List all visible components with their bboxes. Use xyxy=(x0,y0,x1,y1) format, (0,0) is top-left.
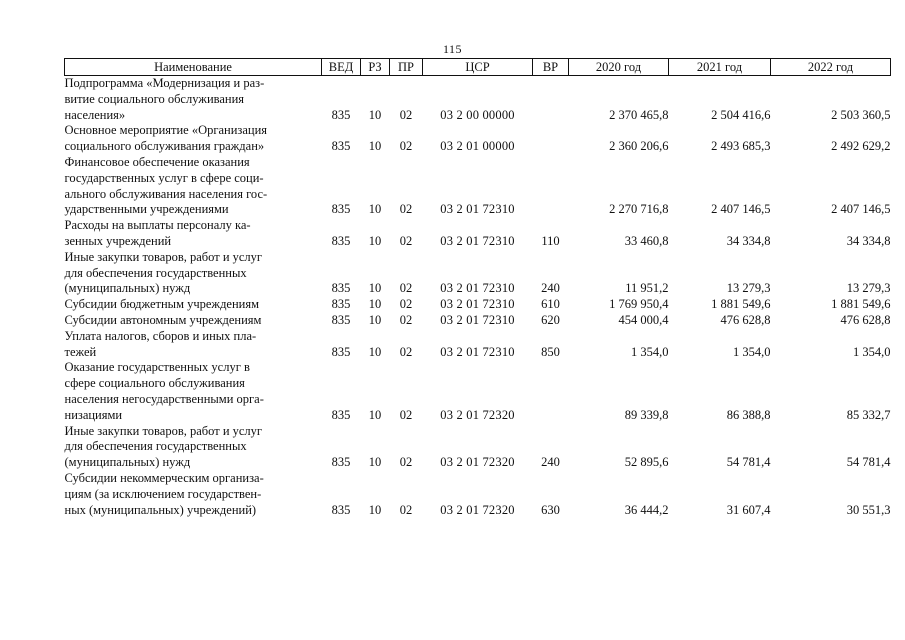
table-row xyxy=(65,218,891,250)
vr-cell: 850 xyxy=(541,344,560,359)
value-2020-cell: 2 370 465,8 xyxy=(609,107,669,122)
header-2021: 2021 год xyxy=(669,59,771,76)
pr-cell: 02 xyxy=(399,139,413,154)
value-2022-cell: 54 781,4 xyxy=(846,455,891,470)
row-name-line: населения» xyxy=(64,107,126,122)
vr-cell: 630 xyxy=(541,502,560,517)
header-ved: ВЕД xyxy=(322,59,361,76)
row-name-cell xyxy=(65,424,322,471)
ved-cell: 835 xyxy=(331,139,351,154)
table-row xyxy=(65,471,891,518)
vr-cell: 240 xyxy=(541,455,560,470)
row-name-line: для обеспечения государственных xyxy=(64,265,247,280)
rz-cell: 10 xyxy=(368,297,382,312)
vr-cell xyxy=(533,155,569,218)
value-2021-cell: 54 781,4 xyxy=(726,455,771,470)
csr-cell: 03 2 00 00000 xyxy=(440,107,515,122)
value-2021-cell: 13 279,3 xyxy=(726,281,771,296)
pr-cell: 02 xyxy=(399,107,413,122)
table-row xyxy=(65,313,891,329)
value-2020-cell: 1 354,0 xyxy=(631,344,669,359)
row-name-line: Основное мероприятие «Организация xyxy=(64,123,268,138)
row-name-line: Уплата налогов, сборов и иных пла- xyxy=(64,328,257,343)
value-2021-cell: 34 334,8 xyxy=(726,233,771,248)
row-name-cell xyxy=(65,297,322,313)
row-name-line: Субсидии автономным учреждениям xyxy=(64,312,262,327)
value-2020-cell: 33 460,8 xyxy=(624,233,669,248)
pr-cell: 02 xyxy=(399,344,413,359)
table-row xyxy=(65,360,891,423)
table-row xyxy=(65,424,891,471)
row-name-cell xyxy=(65,471,322,518)
rz-cell: 10 xyxy=(368,312,382,327)
row-name-line: Подпрограмма «Модернизация и раз- xyxy=(64,76,265,90)
row-name-line: Иные закупки товаров, работ и услуг xyxy=(64,249,263,264)
table-body xyxy=(65,76,891,519)
header-csr: ЦСР xyxy=(423,59,533,76)
row-name-cell xyxy=(65,123,322,155)
table-row xyxy=(65,250,891,297)
value-2021-cell: 2 493 685,3 xyxy=(711,139,771,154)
row-name-cell xyxy=(65,313,322,329)
table-row xyxy=(65,76,891,124)
ved-cell: 835 xyxy=(331,407,351,422)
row-name-line: циям (за исключением государствен- xyxy=(64,486,262,501)
csr-cell: 03 2 01 72310 xyxy=(440,297,515,312)
table-header-row xyxy=(65,59,891,76)
vr-cell xyxy=(533,360,569,423)
value-2020-cell: 11 951,2 xyxy=(625,281,669,296)
value-2021-cell: 476 628,8 xyxy=(720,312,771,327)
ved-cell: 835 xyxy=(331,281,351,296)
header-vr: ВР xyxy=(533,59,569,76)
vr-cell xyxy=(533,76,569,124)
value-2021-cell: 2 504 416,6 xyxy=(711,107,771,122)
csr-cell: 03 2 01 72310 xyxy=(440,281,515,296)
value-2020-cell: 2 270 716,8 xyxy=(609,202,669,217)
rz-cell: 10 xyxy=(368,407,382,422)
table-row xyxy=(65,123,891,155)
row-name-line: Субсидии некоммерческим организа- xyxy=(64,470,264,485)
ved-cell: 835 xyxy=(331,455,351,470)
value-2020-cell: 36 444,2 xyxy=(624,502,669,517)
rz-cell: 10 xyxy=(368,202,382,217)
pr-cell: 02 xyxy=(399,502,413,517)
csr-cell: 03 2 01 00000 xyxy=(440,139,515,154)
value-2020-cell: 2 360 206,6 xyxy=(609,139,669,154)
row-name-line: низациями xyxy=(64,407,123,422)
header-2020: 2020 год xyxy=(569,59,669,76)
vr-cell: 620 xyxy=(541,312,560,327)
value-2022-cell: 476 628,8 xyxy=(840,312,891,327)
row-name-cell xyxy=(65,155,322,218)
rz-cell: 10 xyxy=(368,107,382,122)
row-name-cell xyxy=(65,329,322,361)
row-name-line: ударственными учреждениями xyxy=(64,202,229,217)
row-name-line: тежей xyxy=(64,344,97,359)
ved-cell: 835 xyxy=(331,233,351,248)
value-2022-cell: 13 279,3 xyxy=(846,281,891,296)
csr-cell: 03 2 01 72310 xyxy=(440,233,515,248)
row-name-line: Финансовое обеспечение оказания xyxy=(64,154,250,169)
value-2020-cell: 454 000,4 xyxy=(618,312,669,327)
value-2022-cell: 2 503 360,5 xyxy=(831,107,891,122)
value-2022-cell: 85 332,7 xyxy=(846,407,891,422)
vr-cell: 610 xyxy=(541,297,560,312)
value-2022-cell: 34 334,8 xyxy=(846,233,891,248)
header-pr: ПР xyxy=(390,59,423,76)
table-row xyxy=(65,329,891,361)
row-name-line: ального обслуживания населения гос- xyxy=(64,186,268,201)
row-name-line: населения негосударственными орга- xyxy=(64,391,264,406)
rz-cell: 10 xyxy=(368,139,382,154)
pr-cell: 02 xyxy=(399,297,413,312)
header-2022: 2022 год xyxy=(771,59,891,76)
row-name-cell xyxy=(65,250,322,297)
row-name-cell xyxy=(65,76,322,124)
row-name-line: социального обслуживания граждан» xyxy=(64,139,265,154)
page-number: 115 xyxy=(442,42,463,56)
csr-cell: 03 2 01 72310 xyxy=(440,202,515,217)
vr-cell: 240 xyxy=(541,281,560,296)
row-name-line: зенных учреждений xyxy=(64,233,172,248)
vr-cell xyxy=(533,123,569,155)
row-name-line: (муниципальных) нужд xyxy=(64,455,191,470)
header-name: Наименование xyxy=(65,59,322,76)
ved-cell: 835 xyxy=(331,344,351,359)
value-2022-cell: 1 881 549,6 xyxy=(831,297,891,312)
header-rz: РЗ xyxy=(361,59,390,76)
row-name-line: ных (муниципальных) учреждений) xyxy=(64,502,257,517)
pr-cell: 02 xyxy=(399,407,413,422)
row-name-line: витие социального обслуживания xyxy=(64,91,245,106)
value-2021-cell: 31 607,4 xyxy=(726,502,771,517)
ved-cell: 835 xyxy=(331,202,351,217)
value-2021-cell: 2 407 146,5 xyxy=(711,202,771,217)
pr-cell: 02 xyxy=(399,281,413,296)
pr-cell: 02 xyxy=(399,455,413,470)
value-2022-cell: 30 551,3 xyxy=(846,502,891,517)
row-name-cell xyxy=(65,360,322,423)
row-name-cell xyxy=(65,218,322,250)
value-2020-cell: 52 895,6 xyxy=(624,455,669,470)
pr-cell: 02 xyxy=(399,202,413,217)
row-name-line: (муниципальных) нужд xyxy=(64,281,191,296)
row-name-line: государственных услуг в сфере соци- xyxy=(64,170,264,185)
csr-cell: 03 2 01 72310 xyxy=(440,312,515,327)
ved-cell: 835 xyxy=(331,297,351,312)
row-name-line: для обеспечения государственных xyxy=(64,439,247,454)
csr-cell: 03 2 01 72310 xyxy=(440,344,515,359)
table-row xyxy=(65,155,891,218)
rz-cell: 10 xyxy=(368,344,382,359)
value-2021-cell: 86 388,8 xyxy=(726,407,771,422)
rz-cell: 10 xyxy=(368,455,382,470)
vr-cell: 110 xyxy=(541,233,560,248)
ved-cell: 835 xyxy=(331,312,351,327)
rz-cell: 10 xyxy=(368,233,382,248)
value-2021-cell: 1 881 549,6 xyxy=(711,297,771,312)
row-name-line: Расходы на выплаты персоналу ка- xyxy=(64,218,251,233)
row-name-line: сфере социального обслуживания xyxy=(64,376,245,391)
pr-cell: 02 xyxy=(399,312,413,327)
table-row xyxy=(65,297,891,313)
row-name-line: Субсидии бюджетным учреждениям xyxy=(64,297,260,312)
row-name-line: Оказание государственных услуг в xyxy=(64,360,250,375)
value-2020-cell: 1 769 950,4 xyxy=(609,297,669,312)
value-2022-cell: 2 492 629,2 xyxy=(831,139,891,154)
value-2020-cell: 89 339,8 xyxy=(624,407,669,422)
value-2022-cell: 1 354,0 xyxy=(853,344,891,359)
value-2021-cell: 1 354,0 xyxy=(733,344,771,359)
value-2022-cell: 2 407 146,5 xyxy=(831,202,891,217)
pr-cell: 02 xyxy=(399,233,413,248)
csr-cell: 03 2 01 72320 xyxy=(440,407,515,422)
ved-cell: 835 xyxy=(331,107,351,122)
budget-table xyxy=(64,58,891,518)
csr-cell: 03 2 01 72320 xyxy=(440,455,515,470)
row-name-line: Иные закупки товаров, работ и услуг xyxy=(64,423,263,438)
rz-cell: 10 xyxy=(368,502,382,517)
csr-cell: 03 2 01 72320 xyxy=(440,502,515,517)
ved-cell: 835 xyxy=(331,502,351,517)
rz-cell: 10 xyxy=(368,281,382,296)
